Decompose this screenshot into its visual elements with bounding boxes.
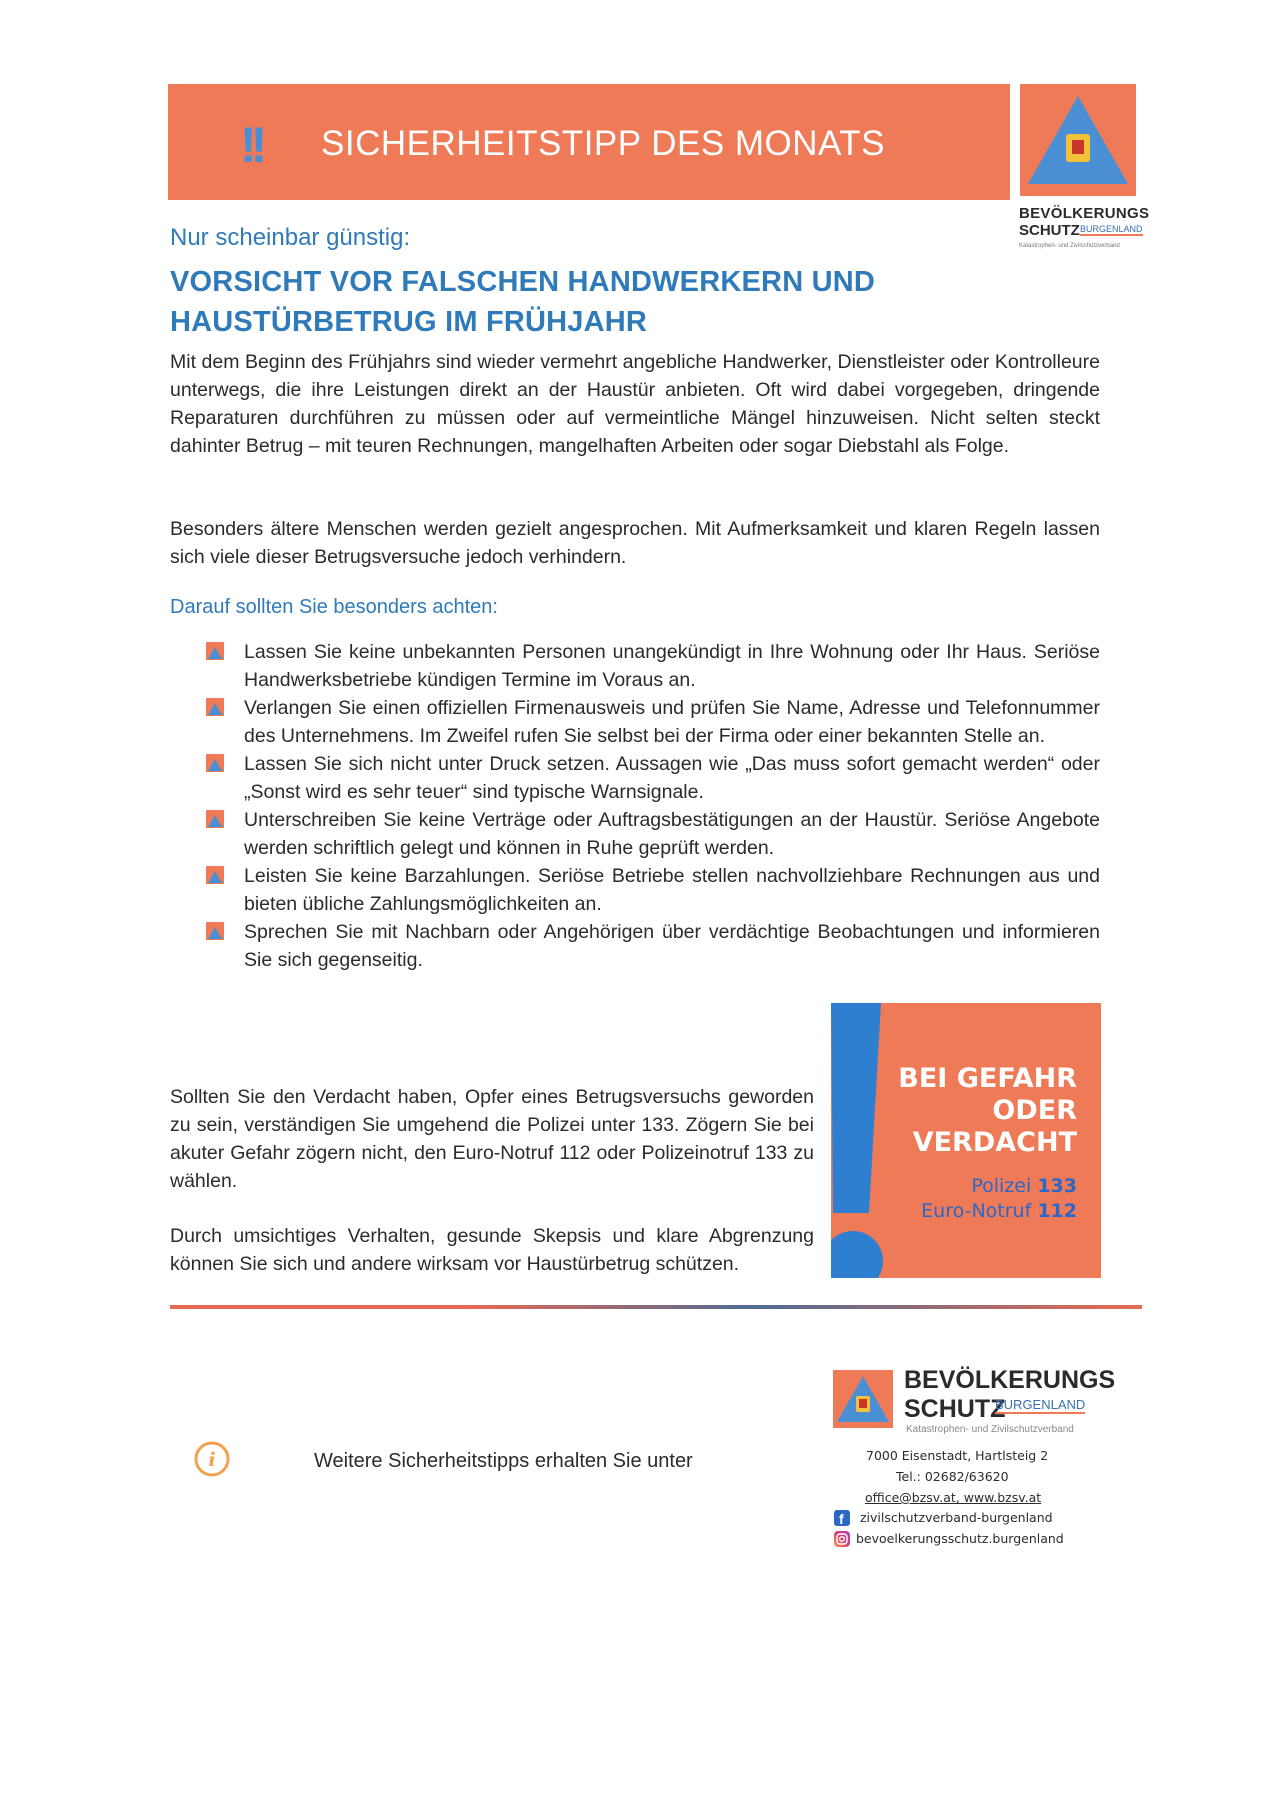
divider [170,1305,1142,1309]
target-group-paragraph: Besonders ältere Menschen werden gezielt angesprochen. Mit Aufmerksamkeit und klaren Regeln lassen sich viele dieser Betrugsversuche jedoch verhindern. [170,518,1100,568]
police-number: Polizei 133 [971,1175,1077,1197]
suspicion-paragraph: Sollten Sie den Verdacht haben, Opfer eines Betrugsversuchs geworden zu sein, verständigen Sie umgehend die Polizei unter 133. Zögern Sie bei akuter Gefahr zögern nicht, den Euro-Notruf 112 oder Polizeinotruf 133 zu wählen. [170,1086,814,1192]
warning-triangle-icon [206,922,224,940]
warning-triangle-icon [206,642,224,660]
warning-triangle-icon [206,698,224,716]
footer-logo-region: BURGENLAND [995,1397,1086,1412]
attention-heading: Darauf sollten Sie besonders achten: [170,596,498,618]
warning-line1: BEI GEFAHR [898,1063,1077,1094]
warning-line2: ODER [992,1095,1077,1126]
info-icon [193,1440,231,1478]
footer-logo-line2: SCHUTZ [904,1395,1006,1423]
svg-text:f: f [839,1511,844,1526]
logo-text-region: BURGENLAND [1080,224,1143,234]
tips-list [206,638,1100,974]
footer-address: 7000 Eisenstadt, Hartlsteig 2 [866,1448,1049,1463]
warning-triangle-icon [206,866,224,884]
list-item: Leisten Sie keine Barzahlungen. Seriöse Betriebe stellen nachvollziehbare Rechnungen aus und bieten übliche Zahlungsmöglichkeiten an. [206,862,1100,918]
list-item: Sprechen Sie mit Nachbarn oder Angehörigen über verdächtige Beobachtungen und informieren Sie sich gegenseitig. [206,918,1100,974]
footer-logo-box [833,1370,893,1428]
emergency-info-box [831,1003,1101,1278]
more-tips-text: Weitere Sicherheitstipps erhalten Sie unter [314,1450,693,1472]
page-title: SICHERHEITSTIPP DES MONATS [321,124,886,163]
triangle-logo-icon [1020,84,1136,196]
instagram-link[interactable]: bevoelkerungsschutz.burgenland [856,1531,1064,1546]
warning-line3: VERDACHT [912,1127,1077,1158]
logo-text-line2: SCHUTZ [1019,222,1080,239]
facebook-icon[interactable] [834,1510,850,1526]
footer-logo-tagline: Katastrophen- und Zivilschutzverband [906,1424,1074,1435]
list-item: Lassen Sie sich nicht unter Druck setzen. Aussagen wie „Das muss sofort gemacht werden“ oder „Sonst wird es sehr teuer“ sind typische Warnsignale. [206,750,1100,806]
warning-triangle-icon [206,754,224,772]
logo-text-line1: BEVÖLKERUNGS [1019,205,1150,222]
footer-web-link[interactable]: office@bzsv.at, www.bzsv.at [865,1490,1042,1505]
euro-emergency-number: Euro-Notruf 112 [921,1200,1077,1222]
instagram-icon[interactable] [834,1531,850,1547]
svg-text:i: i [208,1449,216,1471]
warning-triangle-icon [206,810,224,828]
list-item: Unterschreiben Sie keine Verträge oder Auftragsbestätigungen an der Haustür. Seriöse Angebote werden schriftlich gelegt und können in Ruhe geprüft werden. [206,806,1100,862]
footer-phone: Tel.: 02682/63620 [896,1469,1009,1484]
intro-paragraph: Mit dem Beginn des Frühjahrs sind wieder vermehrt angebliche Handwerker, Dienstleister oder Kontrolleure unterwegs, die ihre Leistungen direkt an der Haustür anbieten. Oft wird dabei vorgegeben, dringende Reparaturen durchführen zu müssen oder auf vermeintliche Mängel hinzuweisen. Nicht selten steckt dahinter Betrug – mit teuren Rechnungen, mangelhaften Arbeiten oder sogar Diebstahl als Folge. [170,351,1100,457]
footer-logo-line1: BEVÖLKERUNGS [904,1366,1116,1394]
logo-box [1020,84,1136,196]
article-headline: VORSICHT VOR FALSCHEN HANDWERKERN UND HAUSTÜRBETRUG IM FRÜHJAHR [170,266,876,338]
double-exclamation-icon: !! [240,117,262,173]
list-item: Verlangen Sie einen offiziellen Firmenausweis und prüfen Sie Name, Adresse und Telefonnummer des Unternehmens. Im Zweifel rufen Sie selbst bei der Firma oder einer bekannten Stelle an. [206,694,1100,750]
closing-paragraph: Durch umsichtiges Verhalten, gesunde Skepsis und klare Abgrenzung können Sie sich und andere wirksam vor Haustürbetrug schützen. [170,1225,814,1275]
facebook-link[interactable]: zivilschutzverband-burgenland [860,1510,1053,1525]
triangle-logo-icon [833,1370,893,1428]
article-subtitle: Nur scheinbar günstig: [170,224,411,251]
list-item: Lassen Sie keine unbekannten Personen unangekündigt in Ihre Wohnung oder Ihr Haus. Seriöse Handwerksbetriebe kündigen Termine im Voraus an. [206,638,1100,694]
logo-tagline: Katastrophen- und Zivilschutzverband [1019,243,1120,249]
